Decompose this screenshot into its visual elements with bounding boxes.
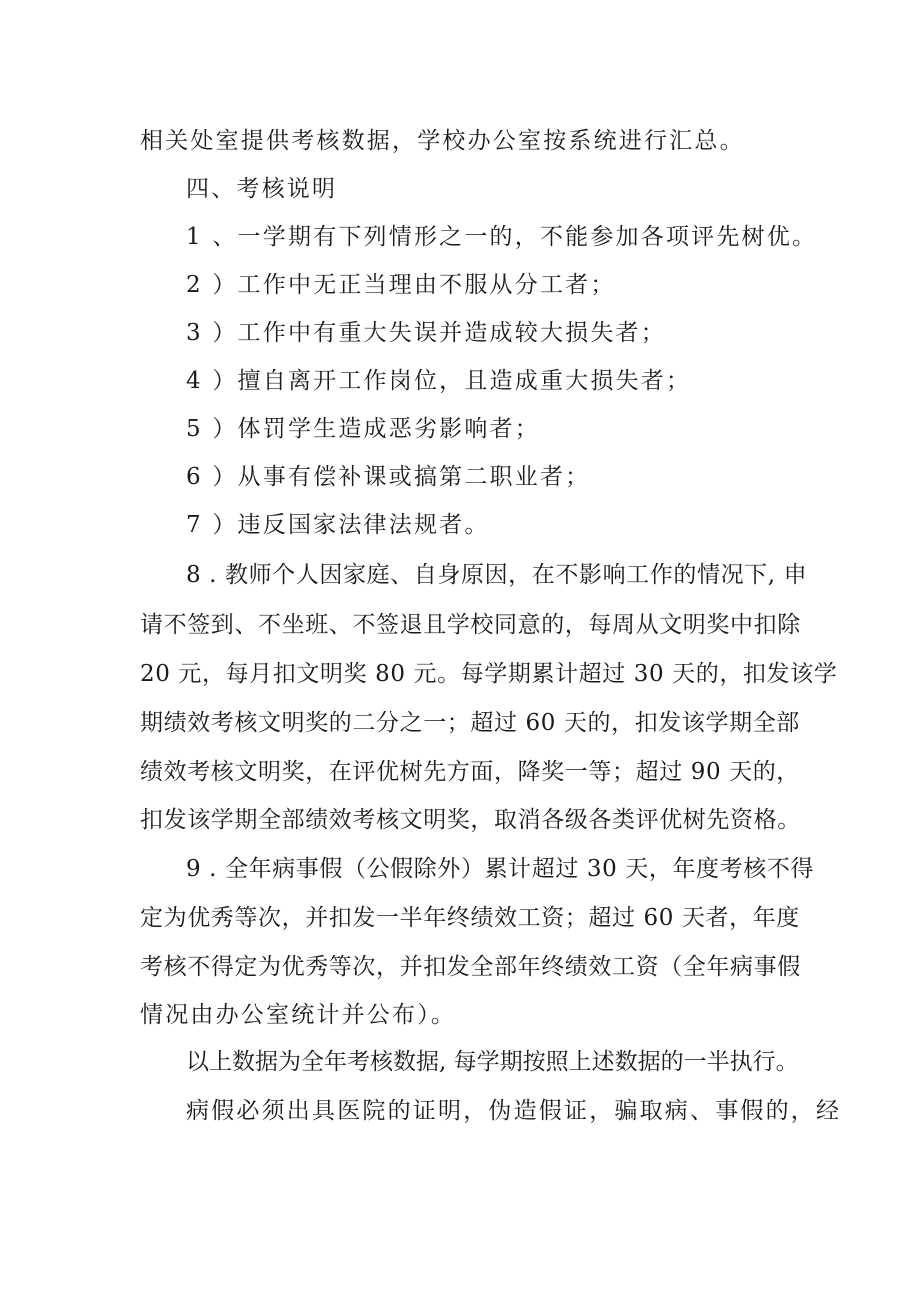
- paragraph-line: 病假必须出具医院的证明，伪造假证，骗取病、事假的，经: [186, 1098, 842, 1124]
- paragraph-line: 考核不得定为优秀等次，并扣发全部年终绩效工资（全年病事假: [140, 954, 801, 980]
- paragraph-line: 请不签到、不坐班、不签退且学校同意的，每周从文明奖中扣除: [140, 612, 801, 638]
- paragraph-line: 定为优秀等次，并扣发一半年终绩效工资；超过 60 天者，年度: [140, 905, 800, 931]
- list-item: 1 、一学期有下列情形之一的，不能参加各项评先树优。: [186, 224, 818, 250]
- paragraph-line: 9 . 全年病事假（公假除外）累计超过 30 天，年度考核不得: [186, 856, 815, 882]
- paragraph-line: 以上数据为全年考核数据, 每学期按照上述数据的一半执行。: [186, 1049, 799, 1075]
- paragraph-line: 相关处室提供考核数据，学校办公室按系统进行汇总。: [140, 128, 745, 154]
- list-item: 4 ）擅自离开工作岗位，且造成重大损失者；: [186, 368, 692, 394]
- list-item: 6 ）从事有偿补课或搞第二职业者；: [186, 464, 591, 490]
- paragraph-line: 扣发该学期全部绩效考核文明奖，取消各级各类评优树先资格。: [140, 807, 801, 833]
- paragraph-line: 绩效考核文明奖，在评优树先方面，降奖一等；超过 90 天的，: [140, 759, 800, 785]
- paragraph-line: 情况由办公室统计并公布）。: [140, 1002, 457, 1028]
- paragraph-line: 8 . 教师个人因家庭、自身原因，在不影响工作的情况下, 申: [186, 562, 808, 588]
- list-item: 2 ）工作中无正当理由不服从分工者；: [186, 272, 616, 298]
- list-item: 3 ）工作中有重大失误并造成较大损失者；: [186, 320, 666, 346]
- section-heading: 四、考核说明: [186, 176, 338, 202]
- list-item: 5 ）体罚学生造成恶劣影响者；: [186, 416, 540, 442]
- list-item: 7 ）违反国家法律法规者。: [186, 512, 490, 538]
- paragraph-line: 20 元，每月扣文明奖 80 元。每学期累计超过 30 天的，扣发该学: [140, 661, 838, 687]
- paragraph-line: 期绩效考核文明奖的二分之一；超过 60 天的，扣发该学期全部: [140, 710, 800, 736]
